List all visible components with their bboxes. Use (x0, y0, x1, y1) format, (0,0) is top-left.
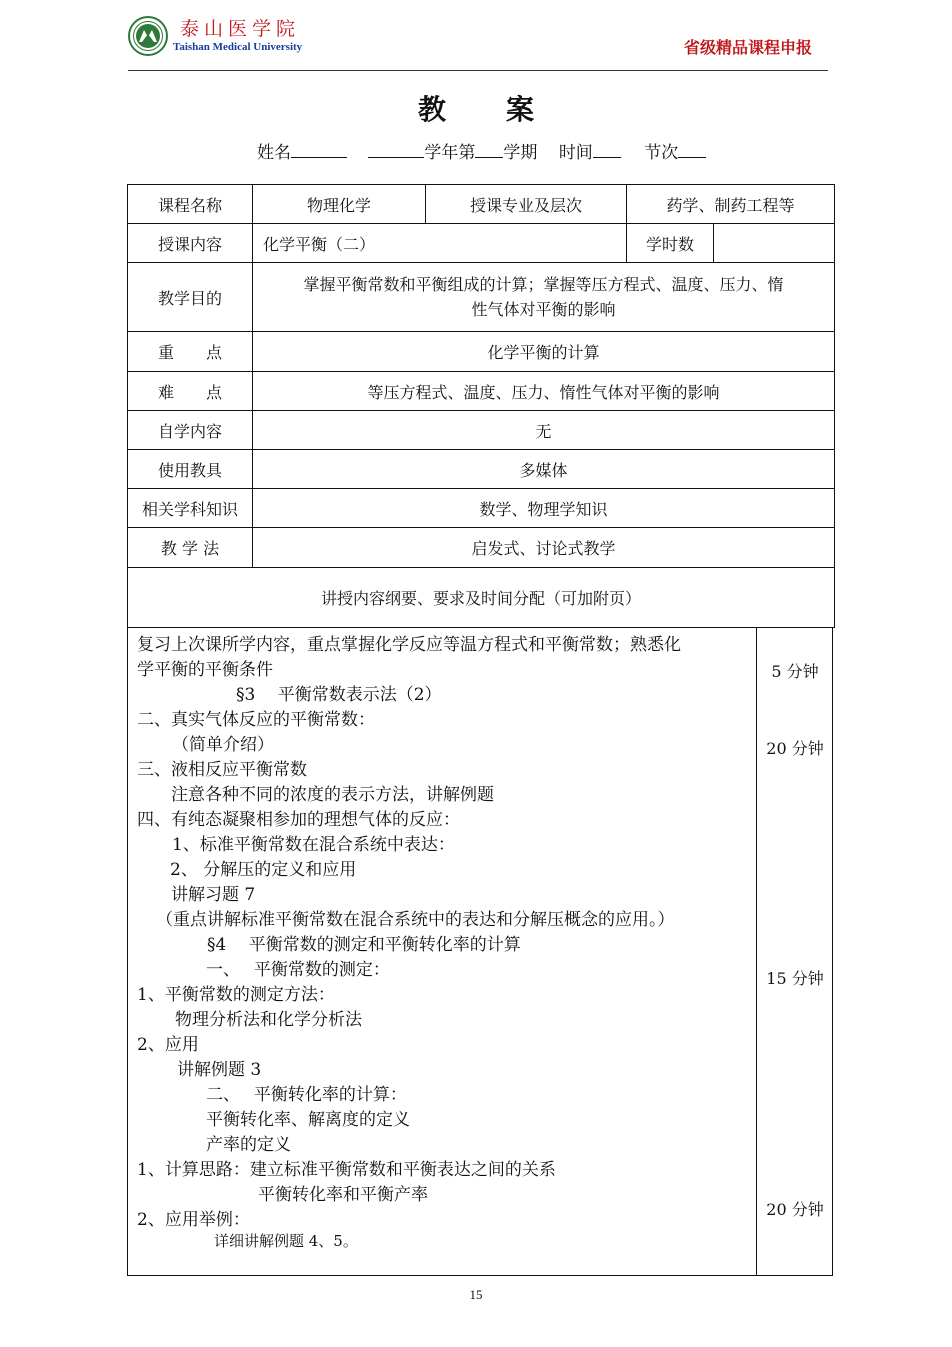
outline-line: §4 平衡常数的测定和平衡转化率的计算 (207, 935, 521, 955)
outline-line: 复习上次课所学内容，重点掌握化学反应等温方程式和平衡常数；熟悉化 (137, 635, 681, 655)
table-row (128, 224, 835, 263)
outline-line: 平衡转化率、解离度的定义 (206, 1110, 410, 1130)
major-label: 授课专业及层次 (426, 185, 627, 224)
name-blank (291, 141, 347, 158)
time-label: 时间 (558, 143, 593, 163)
course-label: 课程名称 (128, 185, 253, 224)
table-row (128, 372, 835, 411)
name-label: 姓名 (257, 143, 291, 163)
year-label: 学年第 (424, 143, 476, 163)
outline-line: 详细讲解例题 4、5。 (214, 1232, 358, 1250)
goal-line-2: 性气体对平衡的影响 (471, 300, 616, 319)
year-blank (368, 141, 424, 158)
table-row (128, 489, 835, 528)
related-knowledge-label: 相关学科知识 (128, 489, 253, 528)
table-row (128, 411, 835, 450)
table-row (128, 528, 835, 568)
outline-line: 注意各种不同的浓度的表示方法，讲解例题 (171, 785, 494, 805)
outline-line: 物理分析法和化学分析法 (175, 1010, 362, 1030)
hours-value (714, 224, 835, 263)
outline-line: 学平衡的平衡条件 (137, 660, 273, 680)
outline-line: （重点讲解标准平衡常数在混合系统中的表达和分解压概念的应用。） (156, 910, 675, 930)
outline-line: 产率的定义 (206, 1135, 291, 1155)
key-point-value: 化学平衡的计算 (253, 332, 835, 372)
time-column-divider (756, 628, 757, 1276)
table-row (128, 185, 835, 224)
period-blank (678, 141, 706, 158)
outline-line: 讲解习题 7 (171, 885, 256, 905)
outline-line: 平衡转化率和平衡产率 (258, 1185, 428, 1205)
outline-line: 二、真实气体反应的平衡常数： (137, 710, 375, 730)
goal-line-1: 掌握平衡常数和平衡组成的计算；掌握等压方程式、温度、压力、惰 (303, 275, 784, 294)
time-allocation: 5 分钟 (771, 662, 819, 681)
application-title: 省级精品课程申报 (683, 38, 812, 57)
outline-header: 讲授内容纲要、要求及时间分配（可加附页） (128, 568, 835, 628)
method-value: 启发式、讨论式教学 (253, 528, 835, 568)
tools-label: 使用教具 (128, 450, 253, 489)
outline-line: 1、标准平衡常数在混合系统中表达： (172, 835, 455, 855)
outline-line: 二、 平衡转化率的计算： (206, 1085, 407, 1105)
outline-line: §3 平衡常数表示法（2） (236, 685, 442, 705)
time-allocation: 15 分钟 (766, 969, 824, 988)
outline-line: 2、 分解压的定义和应用 (170, 860, 357, 880)
outline-line: 一、 平衡常数的测定： (206, 960, 390, 980)
content-value: 化学平衡（二） (253, 224, 627, 263)
time-blank (593, 141, 621, 158)
course-value: 物理化学 (253, 185, 426, 224)
outline-line: 2、应用 (137, 1035, 199, 1055)
content-label: 授课内容 (128, 224, 253, 263)
outline-line: （简单介绍） (172, 735, 274, 755)
table-row (128, 332, 835, 372)
outline-line: 1、平衡常数的测定方法： (137, 985, 335, 1005)
method-label: 教 学 法 (128, 528, 253, 568)
table-row (128, 450, 835, 489)
tools-value: 多媒体 (253, 450, 835, 489)
difficulty-value: 等压方程式、温度、压力、惰性气体对平衡的影响 (253, 372, 835, 411)
university-emblem-icon (128, 16, 168, 56)
difficulty-label: 难 点 (128, 372, 253, 411)
outline-line: 四、有纯态凝聚相参加的理想气体的反应： (137, 810, 460, 830)
outline-line: 讲解例题 3 (177, 1060, 262, 1080)
meta-line (257, 138, 706, 163)
time-allocation: 20 分钟 (766, 739, 824, 758)
hours-label: 学时数 (627, 224, 714, 263)
page-number: 15 (469, 1287, 483, 1302)
term-blank (475, 141, 503, 158)
period-label: 节次 (644, 143, 679, 163)
table-row (128, 568, 835, 628)
self-study-label: 自学内容 (128, 411, 253, 450)
time-allocation: 20 分钟 (766, 1200, 824, 1219)
school-name-en: Taishan Medical University (173, 41, 303, 53)
outline-line: 2、应用举例： (137, 1210, 250, 1230)
school-name-cn: 泰山医学院 (180, 18, 301, 40)
header-divider (128, 70, 828, 71)
term-label: 学期 (503, 143, 538, 163)
page-title: 教案 (417, 93, 594, 126)
goal-value (253, 263, 835, 332)
goal-label: 教学目的 (128, 263, 253, 332)
self-study-value: 无 (253, 411, 835, 450)
major-value: 药学、制药工程等 (627, 185, 835, 224)
lesson-info-table (127, 184, 835, 628)
table-row (128, 263, 835, 332)
related-knowledge-value: 数学、物理学知识 (253, 489, 835, 528)
key-point-label: 重 点 (128, 332, 253, 372)
outline-line: 三、液相反应平衡常数 (137, 760, 307, 780)
outline-line: 1、计算思路：建立标准平衡常数和平衡表达之间的关系 (137, 1160, 556, 1180)
